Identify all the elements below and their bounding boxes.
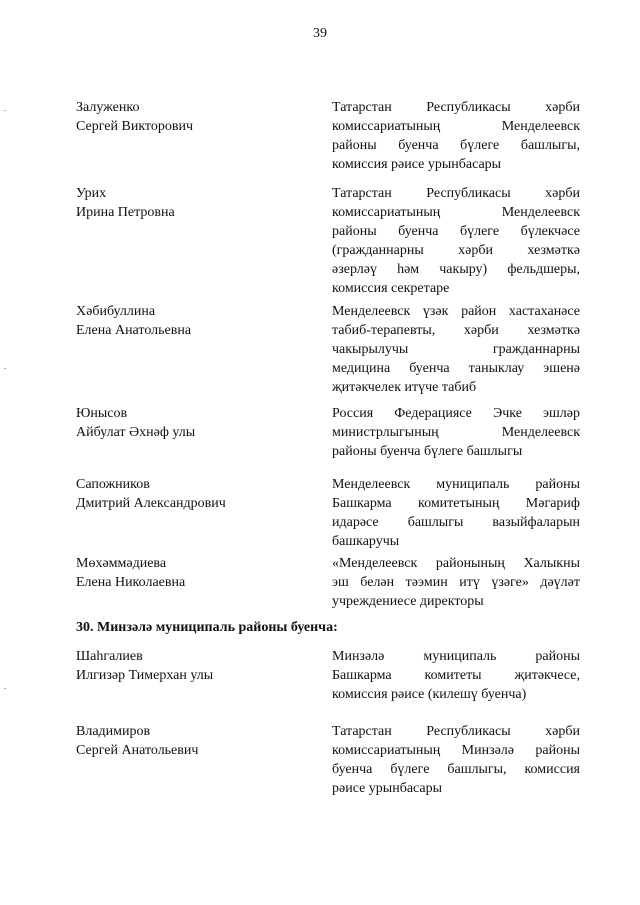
member-position-line: комиссия секретаре	[332, 281, 450, 296]
member-name-line: Сапожников	[76, 477, 150, 492]
member-position	[332, 647, 580, 704]
member-position-line: медицина буенча таныклау эшенә	[332, 361, 580, 376]
scan-edge-mark	[4, 368, 6, 369]
member-position	[332, 475, 580, 551]
member-name-line: Залуженко	[76, 100, 140, 115]
member-name	[76, 647, 316, 685]
member-name	[76, 98, 316, 136]
member-position-line: (гражданнарны хәрби хезмәткә	[332, 243, 580, 258]
member-name-line: Хәбибуллина	[76, 304, 156, 319]
member-name-line: Дмитрий Александрович	[76, 496, 226, 511]
scan-edge-mark	[4, 110, 6, 111]
section-heading: 30. Минзәлә муниципаль районы буенча:	[76, 620, 338, 635]
member-position-line: министрлыгының Менделеевск	[332, 425, 580, 440]
member-position-line: «Менделеевск районының Халыкны	[332, 556, 580, 571]
member-name-line: Мөхәммәдиева	[76, 556, 167, 571]
member-position-line: башкаручы	[332, 534, 400, 549]
member-position-line: Татарстан Республикасы хәрби	[332, 724, 580, 739]
member-name-line: Урих	[76, 186, 107, 201]
member-name-line: Владимиров	[76, 724, 151, 739]
member-position	[332, 302, 580, 397]
member-position	[332, 554, 580, 611]
member-name	[76, 184, 316, 222]
member-position-line: Минзәлә муниципаль районы	[332, 649, 580, 664]
member-position-line: Менделеевск муниципаль районы	[332, 477, 580, 492]
member-position-line: Башкарма комитеты җитәкчесе,	[332, 668, 580, 683]
member-position-line: буенча бүлеге башлыгы, комиссия	[332, 762, 580, 777]
member-name-line: Юнысов	[76, 406, 128, 421]
member-name	[76, 722, 316, 760]
member-position-line: комиссия рәисе урынбасары	[332, 157, 502, 172]
member-position	[332, 184, 580, 298]
member-name-line: Елена Анатольевна	[76, 323, 192, 338]
member-name-line: Сергей Викторович	[76, 119, 194, 134]
member-name-line: Ирина Петровна	[76, 205, 175, 220]
member-name-line: Илгизәр Тимерхан улы	[76, 668, 214, 683]
member-name	[76, 404, 316, 442]
member-position-line: Татарстан Республикасы хәрби	[332, 186, 580, 201]
member-name-line: Айбулат Әхнәф улы	[76, 425, 196, 440]
member-position-line: чакырылучы гражданнарны	[332, 342, 580, 357]
member-position-line: табиб-терапевты, хәрби хезмәткә	[332, 323, 580, 338]
member-name-line: Сергей Анатольевич	[76, 743, 199, 758]
member-name	[76, 554, 316, 592]
member-position-line: рәисе урынбасары	[332, 781, 443, 796]
member-position-line: учреждениесе директоры	[332, 594, 484, 609]
member-position-line: Россия Федерациясе Эчке эшләр	[332, 406, 580, 421]
member-position-line: эш белән тәэмин итү үзәге» дәүләт	[332, 575, 580, 590]
member-position-line: комиссариатының Менделеевск	[332, 205, 580, 220]
member-position-line: Менделеевск үзәк район хастаханәсе	[332, 304, 580, 319]
member-position-line: комиссариатының Минзәлә районы	[332, 743, 580, 758]
member-name-line: Шаһгалиев	[76, 649, 143, 664]
member-position-line: районы буенча бүлеге башлыгы	[332, 444, 523, 459]
member-position-line: комиссия рәисе (килешү буенча)	[332, 687, 527, 702]
member-position-line: Татарстан Республикасы хәрби	[332, 100, 580, 115]
member-position-line: әзерләү һәм чакыру) фельдшеры,	[332, 262, 580, 277]
member-position-line: идарәсе башлыгы вазыйфаларын	[332, 515, 580, 530]
member-name	[76, 475, 316, 513]
member-name	[76, 302, 316, 340]
member-position-line: районы буенча бүлеге башлыгы,	[332, 138, 580, 153]
member-position-line: Башкарма комитетының Мәгариф	[332, 496, 580, 511]
member-position	[332, 404, 580, 461]
member-position	[332, 98, 580, 174]
scan-edge-mark	[4, 688, 6, 689]
member-position-line: районы буенча бүлеге бүлекчәсе	[332, 224, 580, 239]
page-number: 39	[313, 26, 327, 41]
member-position-line: комиссариатының Менделеевск	[332, 119, 580, 134]
member-position-line: җитәкчелек итүче табиб	[332, 380, 477, 395]
member-name-line: Елена Николаевна	[76, 575, 186, 590]
member-position	[332, 722, 580, 798]
